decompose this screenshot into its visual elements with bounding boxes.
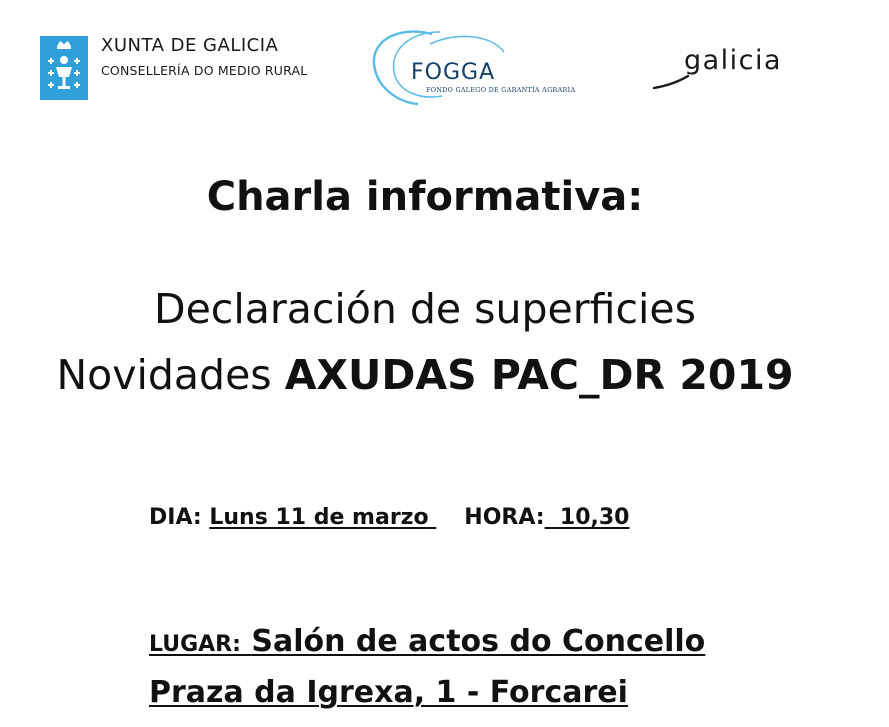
place-value: Salón de actos do Concello — [251, 624, 706, 659]
galicia-wordmark: galicia — [684, 45, 783, 76]
day-value: Luns 11 de marzo — [209, 505, 429, 530]
xunta-department: CONSELLERÍA DO MEDIO RURAL — [101, 63, 308, 78]
address-line — [149, 672, 628, 718]
day-label: DIA: — [149, 505, 202, 530]
subtitle-prefix: Novidades — [56, 351, 285, 399]
time-value: 10,30 — [559, 505, 630, 530]
time-label: HORA: — [464, 505, 545, 530]
subtitle-line-2 — [0, 349, 850, 401]
place-label: LUGAR: — [149, 632, 241, 657]
xunta-name: XUNTA DE GALICIA — [101, 35, 279, 56]
page-title: Charla informativa: — [206, 174, 644, 220]
address-value: Praza da Igrexa, 1 - Forcarei — [149, 675, 628, 710]
fogga-name: FOGGA — [411, 60, 496, 85]
subtitle-line-1: Declaración de superficies — [154, 285, 696, 333]
xunta-shield-icon — [40, 36, 88, 100]
galicia-logo — [652, 42, 802, 92]
xunta-text-block — [101, 37, 307, 78]
place-line — [149, 621, 705, 667]
fogga-logo — [370, 28, 590, 108]
fogga-subtitle: FONDO GALEGO DE GARANTÍA AGRARIA — [426, 86, 576, 94]
subtitle-highlight: AXUDAS PAC_DR 2019 — [284, 351, 794, 399]
date-time-line — [149, 503, 630, 533]
logo-bar — [0, 0, 889, 110]
